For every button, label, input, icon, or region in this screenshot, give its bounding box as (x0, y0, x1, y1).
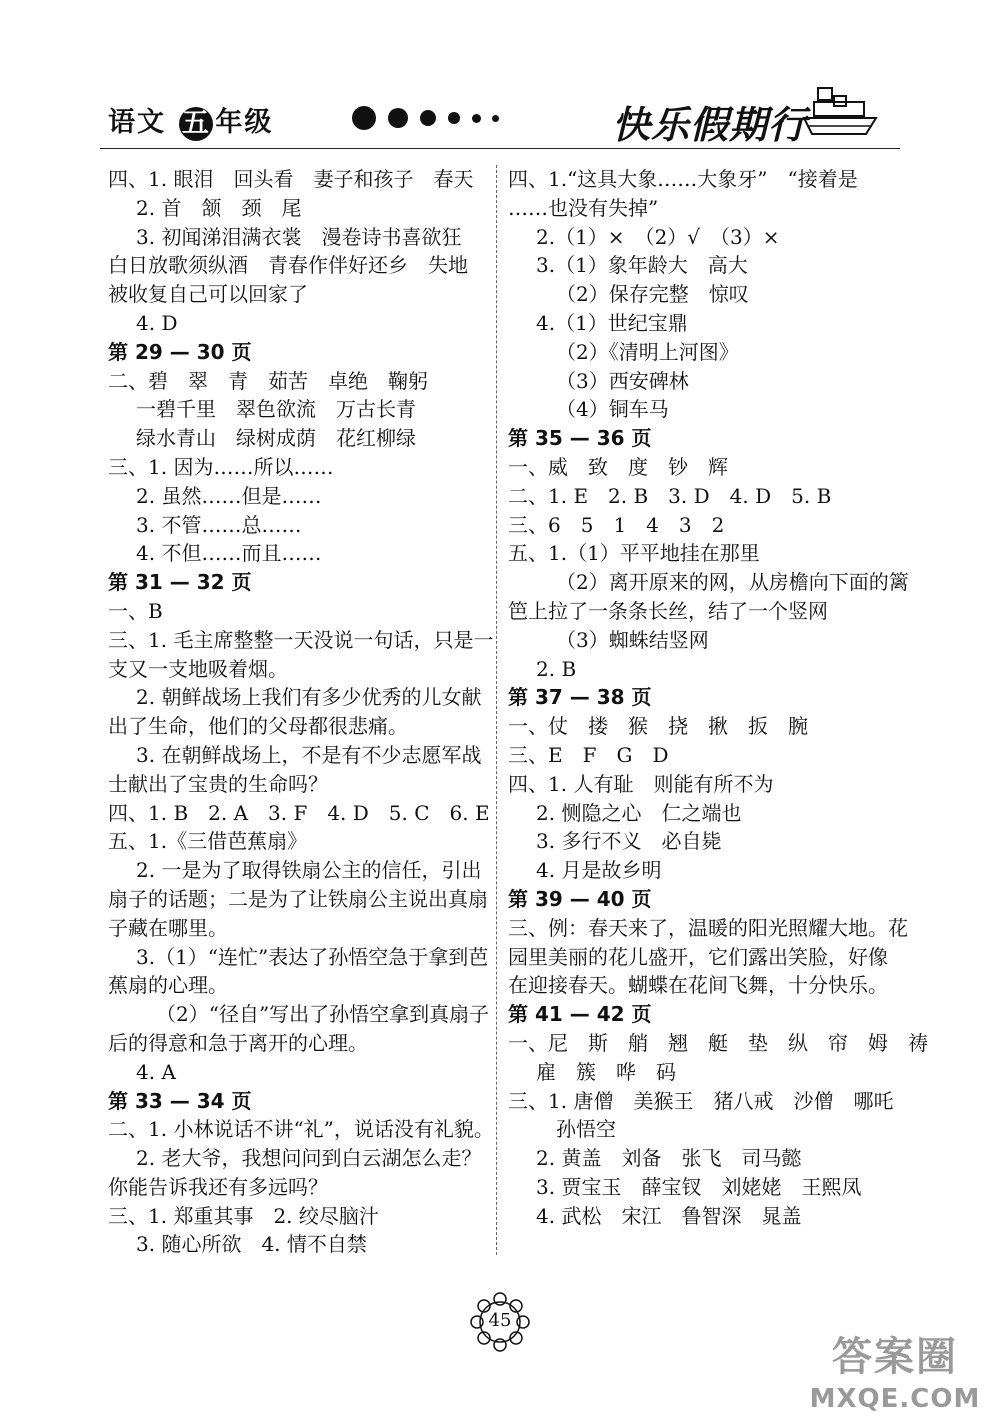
answer-line: 三、1. 唐僧 美猴王 猪八戒 沙僧 哪吒 (508, 1088, 894, 1113)
answer-line: 一、仗 搂 猴 挠 揪 扳 腕 (508, 714, 808, 739)
answer-line: 绿水青山 绿树成荫 花红柳绿 (136, 426, 416, 451)
answer-line: （4）铜车马 (556, 397, 669, 422)
page-header (0, 0, 1000, 150)
answer-line: 四、1.“这具大象……大象牙” “接着是 (508, 167, 858, 191)
answer-line: 四、1. 眼泪 回头看 妻子和孩子 春天 (108, 167, 474, 191)
answer-line: 3. 不管……总…… (136, 512, 302, 537)
answer-line: 4. 不但……而且…… (136, 541, 322, 566)
answer-line: 3. 初闻涕泪满衣裳 漫卷诗书喜欲狂 (136, 224, 462, 249)
answer-line: 4.（1）世纪宝鼎 (536, 310, 688, 335)
answer-line: 三、6 5 1 4 3 2 (508, 512, 725, 537)
answer-line: 支又一支地吸着烟。 (108, 656, 288, 681)
answer-line: 雇 簇 哗 码 (536, 1059, 676, 1084)
brand-title: 快乐假期行 (612, 103, 808, 147)
watermark-logo-text: 答案圈 (832, 1334, 958, 1380)
answer-line: 二、碧 翠 青 茹苦 卓绝 鞠躬 (108, 368, 428, 393)
column-divider (496, 165, 497, 1255)
section-heading: 第 35 — 36 页 (508, 426, 652, 451)
subject-text: 语文 (108, 107, 166, 138)
grade-suffix-text: 年级 (215, 107, 274, 138)
left-column (108, 165, 494, 1259)
section-heading: 第 37 — 38 页 (508, 685, 652, 710)
answer-line: 四、1. B 2. A 3. F 4. D 5. C 6. E (108, 800, 490, 825)
answer-line: 孙悟空 (556, 1117, 616, 1142)
section-heading: 第 29 — 30 页 (108, 339, 252, 364)
page-number: 45 (488, 1310, 512, 1331)
answer-line: 3.（1）象年龄大 高大 (536, 253, 748, 278)
answer-line: 笆上拉了一条条长丝，结了一个竖网 (508, 598, 828, 623)
subject-grade-label (108, 100, 273, 141)
answer-line: 2. 黄盖 刘备 张飞 司马懿 (536, 1146, 802, 1171)
answer-line: 三、E F G D (508, 742, 669, 767)
answer-line: （2）保存完整 惊叹 (556, 282, 749, 307)
answer-line: 五、1.《三借芭蕉扇》 (108, 829, 308, 854)
answer-line: 扇子的话题；二是为了让铁扇公主说出真扇 (108, 886, 488, 911)
answer-line: 2. 首 颔 颈 尾 (136, 195, 302, 220)
answer-line: （3）蜘蛛结竖网 (556, 627, 709, 652)
answer-line: 3. 随心所欲 4. 情不自禁 (136, 1232, 367, 1257)
answer-line: 3. 多行不义 必自毙 (536, 829, 722, 854)
grade-number-badge: 五 (179, 107, 213, 141)
answer-line: 园里美丽的花儿盛开，它们露出笑脸，好像 (508, 944, 888, 969)
answer-line: 蕉扇的心理。 (108, 973, 228, 998)
answer-line: 后的得意和急于离开的心理。 (108, 1030, 368, 1055)
section-heading: 第 39 — 40 页 (508, 886, 652, 911)
answer-line: 3.（1）“连忙”表达了孙悟空急于拿到芭 (136, 944, 489, 969)
answer-line: 2. 一是为了取得铁扇公主的信任，引出 (136, 858, 482, 883)
section-heading: 第 31 — 32 页 (108, 570, 252, 595)
ship-icon (800, 82, 880, 142)
answer-line: 出了生命，他们的父母都很悲痛。 (108, 714, 408, 739)
section-heading: 第 33 — 34 页 (108, 1088, 252, 1113)
right-column (508, 165, 928, 1230)
answer-line: 白日放歌须纵酒 青春作伴好还乡 失地 (108, 253, 468, 278)
answer-line: 五、1.（1）平平地挂在那里 (508, 541, 760, 566)
answer-line: 士献出了宝贵的生命吗？ (108, 771, 328, 796)
answer-line: （2）“径自”写出了孙悟空拿到真扇子 (156, 1002, 490, 1027)
answer-line: 2.（1）× （2）√ （3）× (536, 224, 780, 249)
answer-line: 2. 老大爷，我想问问到白云湖怎么走？ (136, 1146, 482, 1171)
page-number-badge (468, 1290, 532, 1354)
answer-line: 三、1. 郑重其事 2. 绞尽脑汁 (108, 1203, 379, 1228)
answer-line: （2）《清明上河图》 (556, 339, 739, 364)
watermark (800, 1325, 990, 1414)
answer-line: 2. 恻隐之心 仁之端也 (536, 800, 742, 825)
answer-line: ……也没有失掉” (508, 195, 659, 220)
answer-line: （3）西安碑林 (556, 368, 689, 393)
answer-line: 被收复自己可以回家了 (108, 282, 308, 307)
answer-line: 在迎接春天。蝴蝶在花间飞舞，十分快乐。 (508, 973, 888, 998)
answer-line: 一、尼 斯 艄 翘 艇 垫 纵 帘 姆 祷 (508, 1030, 928, 1055)
answer-line: 二、1. E 2. B 3. D 4. D 5. B (508, 483, 832, 508)
answer-line: 四、1. 人有耻 则能有所不为 (508, 771, 774, 796)
answer-line: 4. A (136, 1059, 176, 1084)
answer-line: 三、1. 因为……所以…… (108, 454, 334, 479)
answer-line: 3. 贾宝玉 薛宝钗 刘姥姥 王熙凤 (536, 1174, 862, 1199)
answer-line: 子藏在哪里。 (108, 915, 228, 940)
answer-line: 三、例：春天来了，温暖的阳光照耀大地。花 (508, 915, 908, 940)
header-rule (100, 148, 900, 149)
answer-line: 你能告诉我还有多远吗？ (108, 1174, 328, 1199)
answer-line: 一、B (108, 598, 163, 623)
answer-line: （2）离开原来的网，从房檐向下面的篱 (556, 570, 909, 595)
section-heading: 第 41 — 42 页 (508, 1002, 652, 1027)
watermark-url: MXQE.COM (809, 1384, 981, 1414)
answer-line: 2. B (536, 656, 577, 681)
answer-line: 4. D (136, 310, 178, 335)
answer-line: 2. 虽然……但是…… (136, 483, 322, 508)
answer-line: 2. 朝鲜战场上我们有多少优秀的儿女献 (136, 685, 482, 710)
answer-line: 一碧千里 翠色欲流 万古长青 (136, 397, 416, 422)
answer-line: 4. 武松 宋江 鲁智深 晁盖 (536, 1203, 802, 1228)
answer-line: 4. 月是故乡明 (536, 858, 662, 883)
answer-line: 3. 在朝鲜战场上，不是有不少志愿军战 (136, 742, 482, 767)
answer-line: 二、1. 小林说话不讲“礼”，说话没有礼貌。 (108, 1117, 494, 1142)
answer-line: 三、1. 毛主席整整一天没说一句话，只是一 (108, 627, 494, 652)
answer-line: 一、威 致 度 钞 辉 (508, 454, 728, 479)
